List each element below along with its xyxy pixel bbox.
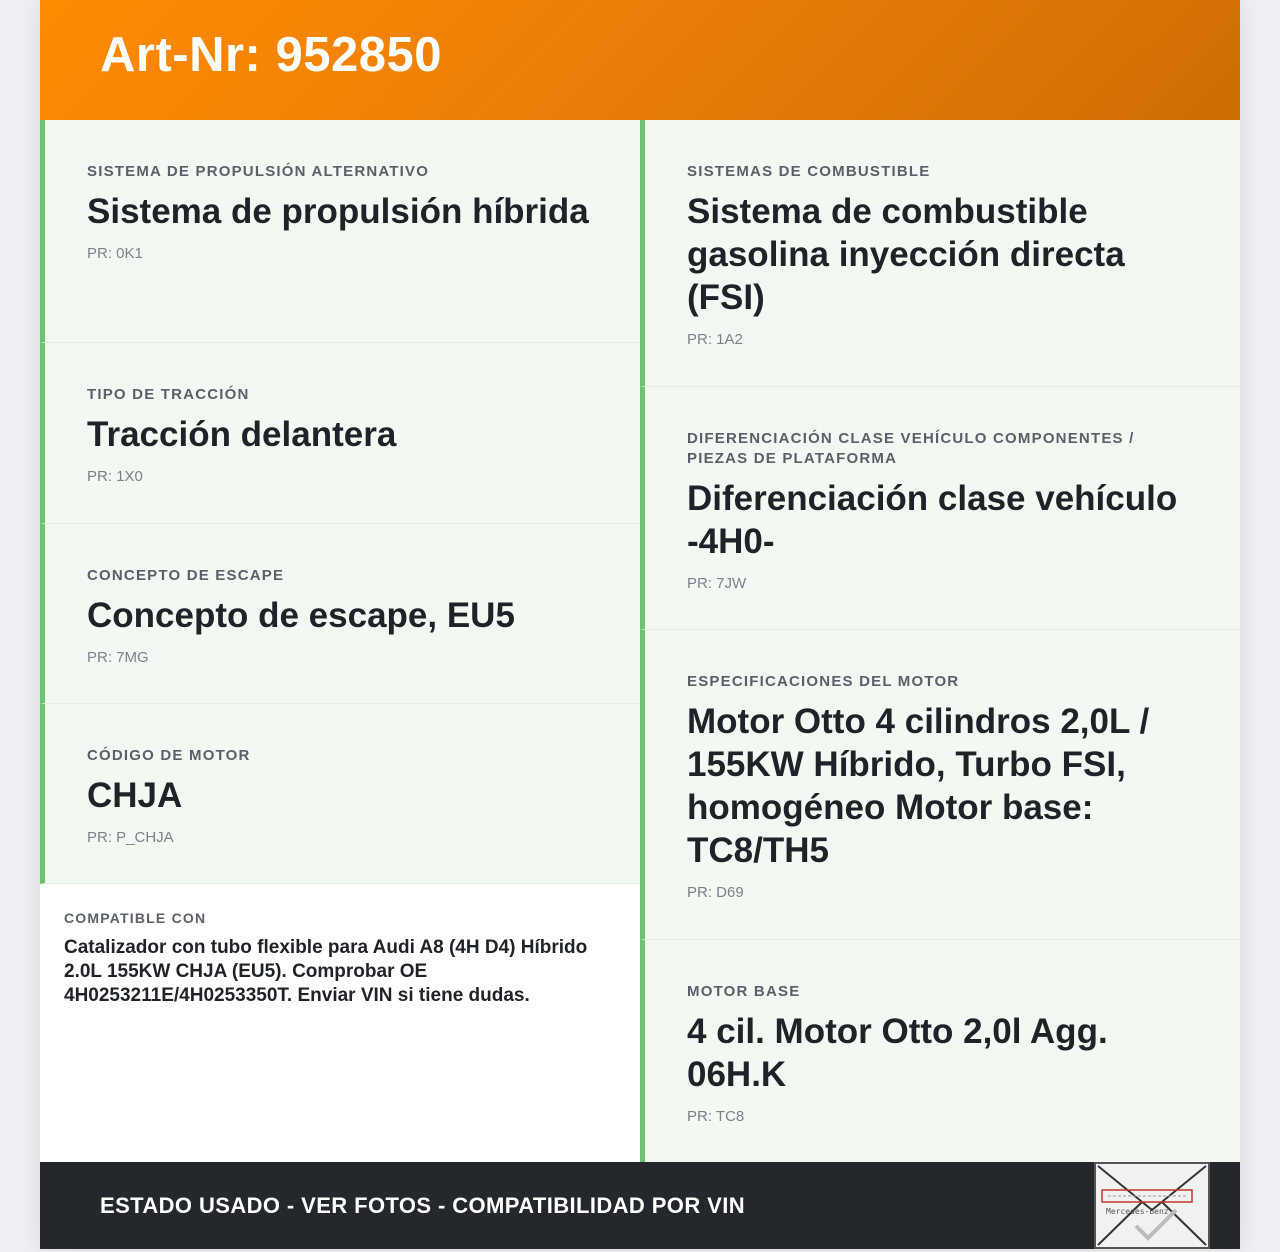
spec-value: Concepto de escape, EU5 bbox=[87, 596, 515, 635]
spec-value: Tracción delantera bbox=[87, 415, 397, 454]
spec-category: TIPO DE TRACCIÓN bbox=[87, 386, 250, 403]
spec-value: Sistema de combustible gasolina inyección directa (FSI) bbox=[687, 192, 1125, 317]
right-column bbox=[640, 120, 1240, 1162]
spec-pr-code: PR: 1A2 bbox=[687, 331, 743, 348]
spec-category: MOTOR BASE bbox=[687, 983, 801, 1000]
envelope-stamp-graphic bbox=[1096, 1164, 1208, 1247]
spec-pr-code: PR: 1X0 bbox=[87, 468, 143, 485]
spec-pr-code: PR: 7MG bbox=[87, 649, 149, 666]
spec-value: Diferenciación clase vehículo -4H0- bbox=[687, 479, 1178, 561]
spec-card-base-engine bbox=[640, 940, 1240, 1162]
spec-grid bbox=[40, 120, 1240, 1162]
spec-value: CHJA bbox=[87, 776, 183, 815]
spec-card-exhaust bbox=[40, 524, 640, 704]
spec-pr-code: PR: 0K1 bbox=[87, 245, 143, 262]
spec-value: Motor Otto 4 cilindros 2,0L / 155KW Híbrido, Turbo FSI, homogéneo Motor base: TC8/TH5 bbox=[687, 702, 1150, 870]
spec-category: ESPECIFICACIONES DEL MOTOR bbox=[687, 673, 960, 690]
spec-category: CÓDIGO DE MOTOR bbox=[87, 747, 251, 764]
header-bar bbox=[40, 0, 1240, 120]
footer-status-text: ESTADO USADO - VER FOTOS - COMPATIBILIDAD POR VIN bbox=[100, 1192, 745, 1218]
spec-card-engine-code bbox=[40, 704, 640, 884]
spec-category: CONCEPTO DE ESCAPE bbox=[87, 567, 285, 584]
spec-value: Sistema de propulsión híbrida bbox=[87, 192, 589, 231]
spec-sheet bbox=[40, 0, 1240, 1249]
spec-card-vehicle-class bbox=[640, 387, 1240, 630]
compatibility-box bbox=[40, 884, 640, 1162]
envelope-stamp-icon bbox=[1094, 1162, 1210, 1249]
spec-card-engine-specs bbox=[640, 630, 1240, 940]
spec-pr-code: PR: P_CHJA bbox=[87, 829, 174, 846]
footer-bar bbox=[40, 1162, 1240, 1249]
spec-category: SISTEMA DE PROPULSIÓN ALTERNATIVO bbox=[87, 163, 430, 180]
left-column bbox=[40, 120, 640, 1162]
spec-value: 4 cil. Motor Otto 2,0l Agg. 06H.K bbox=[687, 1012, 1108, 1094]
stamp-text: Mercedes-Benz bbox=[1106, 1207, 1169, 1216]
spec-card-traction bbox=[40, 343, 640, 524]
spec-card-fuel-system bbox=[640, 120, 1240, 387]
compatibility-label: COMPATIBLE CON bbox=[64, 910, 207, 926]
spec-pr-code: PR: 7JW bbox=[687, 575, 747, 592]
spec-card-propulsion bbox=[40, 120, 640, 343]
spec-category: DIFERENCIACIÓN CLASE VEHÍCULO COMPONENTES / PIEZAS DE PLATAFORMA bbox=[687, 430, 1135, 467]
spec-category: SISTEMAS DE COMBUSTIBLE bbox=[687, 163, 931, 180]
spec-pr-code: PR: TC8 bbox=[687, 1108, 745, 1125]
compatibility-text: Catalizador con tubo flexible para Audi A8 (4H D4) Híbrido 2.0L 155KW CHJA (EU5). Comprobar OE 4H0253211E/4H0253350T. Enviar VIN si tiene dudas. bbox=[64, 937, 588, 1006]
article-number-title: Art-Nr: 952850 bbox=[100, 28, 442, 82]
spec-pr-code: PR: D69 bbox=[687, 884, 744, 901]
